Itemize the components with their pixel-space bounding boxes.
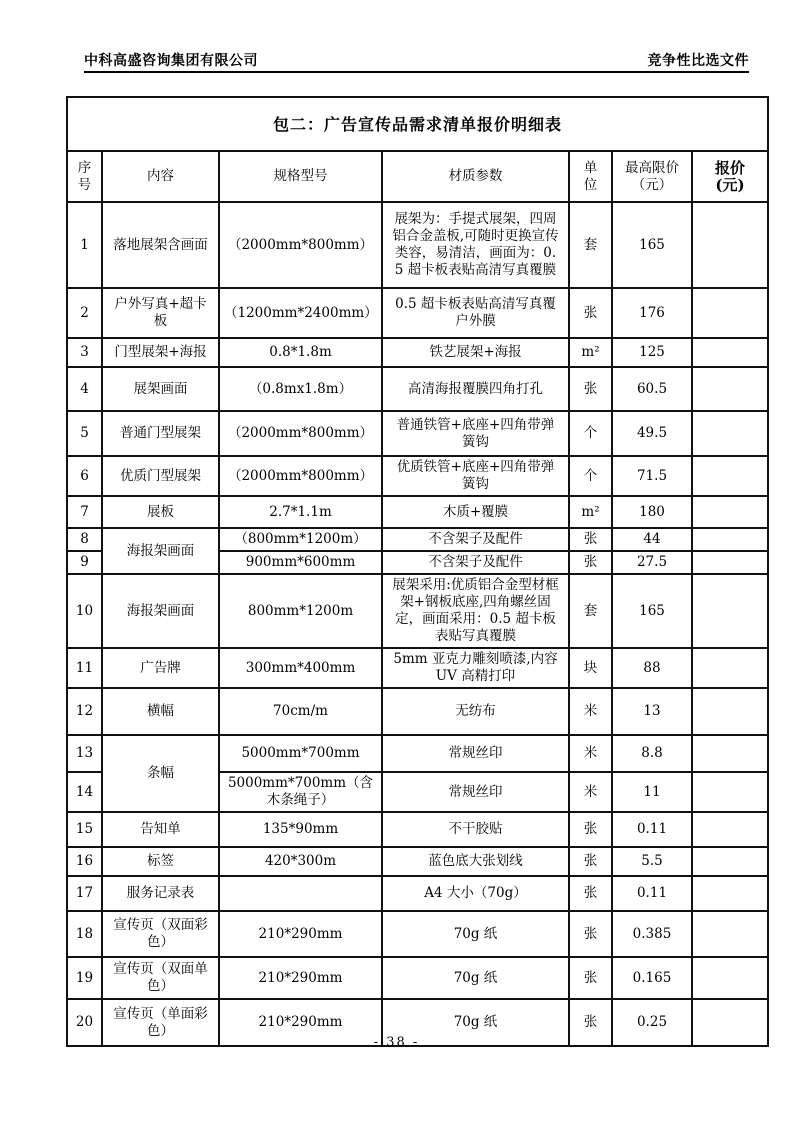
cell-unit: 张 (569, 911, 612, 957)
cell-material: 70g 纸 (382, 957, 569, 999)
cell-max-price: 49.5 (612, 411, 692, 456)
cell-max-price: 88 (612, 648, 692, 688)
cell-content: 标签 (102, 847, 219, 876)
cell-quote (692, 551, 768, 574)
cell-quote (692, 456, 768, 496)
cell-unit: 套 (569, 574, 612, 648)
cell-max-price: 0.25 (612, 999, 692, 1046)
cell-quote (692, 496, 768, 528)
table-row (67, 456, 768, 496)
cell-content: 海报架画面 (102, 528, 219, 574)
cell-unit: 个 (569, 456, 612, 496)
table-row (67, 812, 768, 847)
cell-spec: 5000mm*700mm（含木条绳子） (219, 772, 382, 812)
cell-no: 8 (67, 528, 102, 551)
cell-no: 1 (67, 202, 102, 288)
cell-max-price: 0.385 (612, 911, 692, 957)
cell-material: 70g 纸 (382, 999, 569, 1046)
price-table (66, 96, 769, 1047)
cell-max-price: 27.5 (612, 551, 692, 574)
table-body (67, 202, 768, 1046)
page-footer (0, 1035, 793, 1050)
cell-no: 11 (67, 648, 102, 688)
cell-max-price: 165 (612, 202, 692, 288)
cell-max-price: 0.165 (612, 957, 692, 999)
cell-material: 常规丝印 (382, 735, 569, 772)
cell-quote (692, 957, 768, 999)
col-header-quote: 报价(元) (692, 151, 768, 202)
table-row (67, 957, 768, 999)
cell-no: 6 (67, 456, 102, 496)
cell-spec: 2.7*1.1m (219, 496, 382, 528)
document-type: 竞争性比选文件 (647, 53, 749, 69)
cell-unit: 个 (569, 411, 612, 456)
cell-no: 19 (67, 957, 102, 999)
cell-quote (692, 528, 768, 551)
cell-no: 3 (67, 338, 102, 367)
cell-quote (692, 911, 768, 957)
page-number: - 38 - (373, 1035, 420, 1050)
table-row (67, 876, 768, 911)
cell-max-price: 60.5 (612, 367, 692, 411)
table-row (67, 648, 768, 688)
cell-content: 条幅 (102, 735, 219, 812)
cell-material: 展架为：手提式展架，四周铝合金盖板,可随时更换宣传类容，易清洁，画面为：0.5 超卡板表贴高清写真覆膜 (382, 202, 569, 288)
cell-unit: 张 (569, 999, 612, 1046)
cell-spec: （1200mm*2400mm） (219, 288, 382, 338)
cell-quote (692, 847, 768, 876)
cell-material: 5mm 亚克力雕刻喷漆,内容 UV 高精打印 (382, 648, 569, 688)
cell-max-price: 71.5 (612, 456, 692, 496)
cell-no: 10 (67, 574, 102, 648)
cell-content: 海报架画面 (102, 574, 219, 648)
cell-material: A4 大小（70g） (382, 876, 569, 911)
cell-no: 4 (67, 367, 102, 411)
cell-spec: 210*290mm (219, 957, 382, 999)
cell-quote (692, 367, 768, 411)
cell-max-price: 13 (612, 688, 692, 735)
cell-no: 9 (67, 551, 102, 574)
table-row (67, 688, 768, 735)
cell-material: 无纺布 (382, 688, 569, 735)
cell-quote (692, 574, 768, 648)
cell-content: 落地展架含画面 (102, 202, 219, 288)
cell-spec: 0.8*1.8m (219, 338, 382, 367)
cell-spec: （2000mm*800mm） (219, 202, 382, 288)
page-header (84, 50, 749, 73)
cell-max-price: 44 (612, 528, 692, 551)
cell-unit: 张 (569, 876, 612, 911)
cell-material: 木质+覆膜 (382, 496, 569, 528)
cell-content: 广告牌 (102, 648, 219, 688)
cell-content: 展架画面 (102, 367, 219, 411)
cell-spec: （2000mm*800mm） (219, 411, 382, 456)
cell-material: 不含架子及配件 (382, 528, 569, 551)
table-row (67, 574, 768, 648)
cell-quote (692, 411, 768, 456)
cell-spec: （2000mm*800mm） (219, 456, 382, 496)
table-row (67, 911, 768, 957)
cell-quote (692, 688, 768, 735)
cell-content: 展板 (102, 496, 219, 528)
cell-material: 不干胶贴 (382, 812, 569, 847)
cell-no: 14 (67, 772, 102, 812)
cell-material: 高清海报覆膜四角打孔 (382, 367, 569, 411)
cell-spec: 135*90mm (219, 812, 382, 847)
cell-quote (692, 288, 768, 338)
cell-spec: 300mm*400mm (219, 648, 382, 688)
cell-quote (692, 338, 768, 367)
table-row (67, 528, 768, 551)
cell-max-price: 8.8 (612, 735, 692, 772)
cell-unit: 张 (569, 847, 612, 876)
col-header-no: 序号 (67, 151, 102, 202)
cell-no: 15 (67, 812, 102, 847)
cell-material: 蓝色底大张划线 (382, 847, 569, 876)
cell-max-price: 176 (612, 288, 692, 338)
header-row (67, 151, 768, 202)
cell-max-price: 165 (612, 574, 692, 648)
cell-unit: 块 (569, 648, 612, 688)
cell-no: 18 (67, 911, 102, 957)
cell-spec: （0.8mx1.8m） (219, 367, 382, 411)
cell-spec (219, 876, 382, 911)
cell-spec: （800mm*1200m） (219, 528, 382, 551)
cell-content: 户外写真+超卡板 (102, 288, 219, 338)
cell-material: 70g 纸 (382, 911, 569, 957)
col-header-unit: 单位 (569, 151, 612, 202)
cell-max-price: 0.11 (612, 876, 692, 911)
cell-spec: 210*290mm (219, 999, 382, 1046)
cell-unit: 张 (569, 528, 612, 551)
cell-content: 服务记录表 (102, 876, 219, 911)
company-name: 中科高盛咨询集团有限公司 (84, 53, 258, 69)
table-title: 包二：广告宣传品需求清单报价明细表 (67, 97, 768, 151)
cell-max-price: 180 (612, 496, 692, 528)
cell-unit: 米 (569, 688, 612, 735)
cell-unit: m² (569, 496, 612, 528)
title-row (67, 97, 768, 151)
cell-max-price: 11 (612, 772, 692, 812)
cell-no: 5 (67, 411, 102, 456)
cell-unit: 套 (569, 202, 612, 288)
table-row (67, 367, 768, 411)
table-row (67, 338, 768, 367)
cell-material: 0.5 超卡板表贴高清写真覆户外膜 (382, 288, 569, 338)
cell-no: 17 (67, 876, 102, 911)
cell-no: 12 (67, 688, 102, 735)
cell-content: 普通门型展架 (102, 411, 219, 456)
cell-unit: 张 (569, 551, 612, 574)
cell-material: 不含架子及配件 (382, 551, 569, 574)
table-row (67, 496, 768, 528)
cell-spec: 900mm*600mm (219, 551, 382, 574)
cell-material: 展架采用:优质铝合金型材框架+钢板底座,四角螺丝固定，画面采用：0.5 超卡板表贴写真覆膜 (382, 574, 569, 648)
cell-spec: 5000mm*700mm (219, 735, 382, 772)
cell-max-price: 125 (612, 338, 692, 367)
col-header-content: 内容 (102, 151, 219, 202)
cell-quote (692, 648, 768, 688)
table-row (67, 847, 768, 876)
cell-unit: 张 (569, 812, 612, 847)
cell-content: 告知单 (102, 812, 219, 847)
cell-quote (692, 876, 768, 911)
table-row (67, 735, 768, 772)
cell-content: 优质门型展架 (102, 456, 219, 496)
cell-no: 13 (67, 735, 102, 772)
cell-quote (692, 772, 768, 812)
cell-spec: 210*290mm (219, 911, 382, 957)
cell-content: 横幅 (102, 688, 219, 735)
cell-material: 铁艺展架+海报 (382, 338, 569, 367)
cell-unit: 张 (569, 367, 612, 411)
cell-material: 优质铁管+底座+四角带弹簧钩 (382, 456, 569, 496)
table-row (67, 411, 768, 456)
cell-unit: 张 (569, 288, 612, 338)
cell-no: 7 (67, 496, 102, 528)
cell-max-price: 5.5 (612, 847, 692, 876)
cell-content: 宣传页（双面彩色） (102, 911, 219, 957)
cell-spec: 800mm*1200m (219, 574, 382, 648)
cell-unit: 米 (569, 735, 612, 772)
table-row (67, 288, 768, 338)
cell-quote (692, 202, 768, 288)
cell-no: 16 (67, 847, 102, 876)
col-header-material: 材质参数 (382, 151, 569, 202)
cell-max-price: 0.11 (612, 812, 692, 847)
cell-content: 宣传页（单面彩色） (102, 999, 219, 1046)
cell-quote (692, 812, 768, 847)
cell-unit: 张 (569, 957, 612, 999)
cell-no: 2 (67, 288, 102, 338)
cell-material: 常规丝印 (382, 772, 569, 812)
cell-unit: m² (569, 338, 612, 367)
cell-quote (692, 735, 768, 772)
table-row (67, 202, 768, 288)
col-header-max-price: 最高限价（元） (612, 151, 692, 202)
cell-content: 门型展架+海报 (102, 338, 219, 367)
cell-content: 宣传页（双面单色） (102, 957, 219, 999)
cell-spec: 70cm/m (219, 688, 382, 735)
cell-unit: 米 (569, 772, 612, 812)
cell-material: 普通铁管+底座+四角带弹簧钩 (382, 411, 569, 456)
cell-spec: 420*300m (219, 847, 382, 876)
col-header-spec: 规格型号 (219, 151, 382, 202)
cell-no: 20 (67, 999, 102, 1046)
